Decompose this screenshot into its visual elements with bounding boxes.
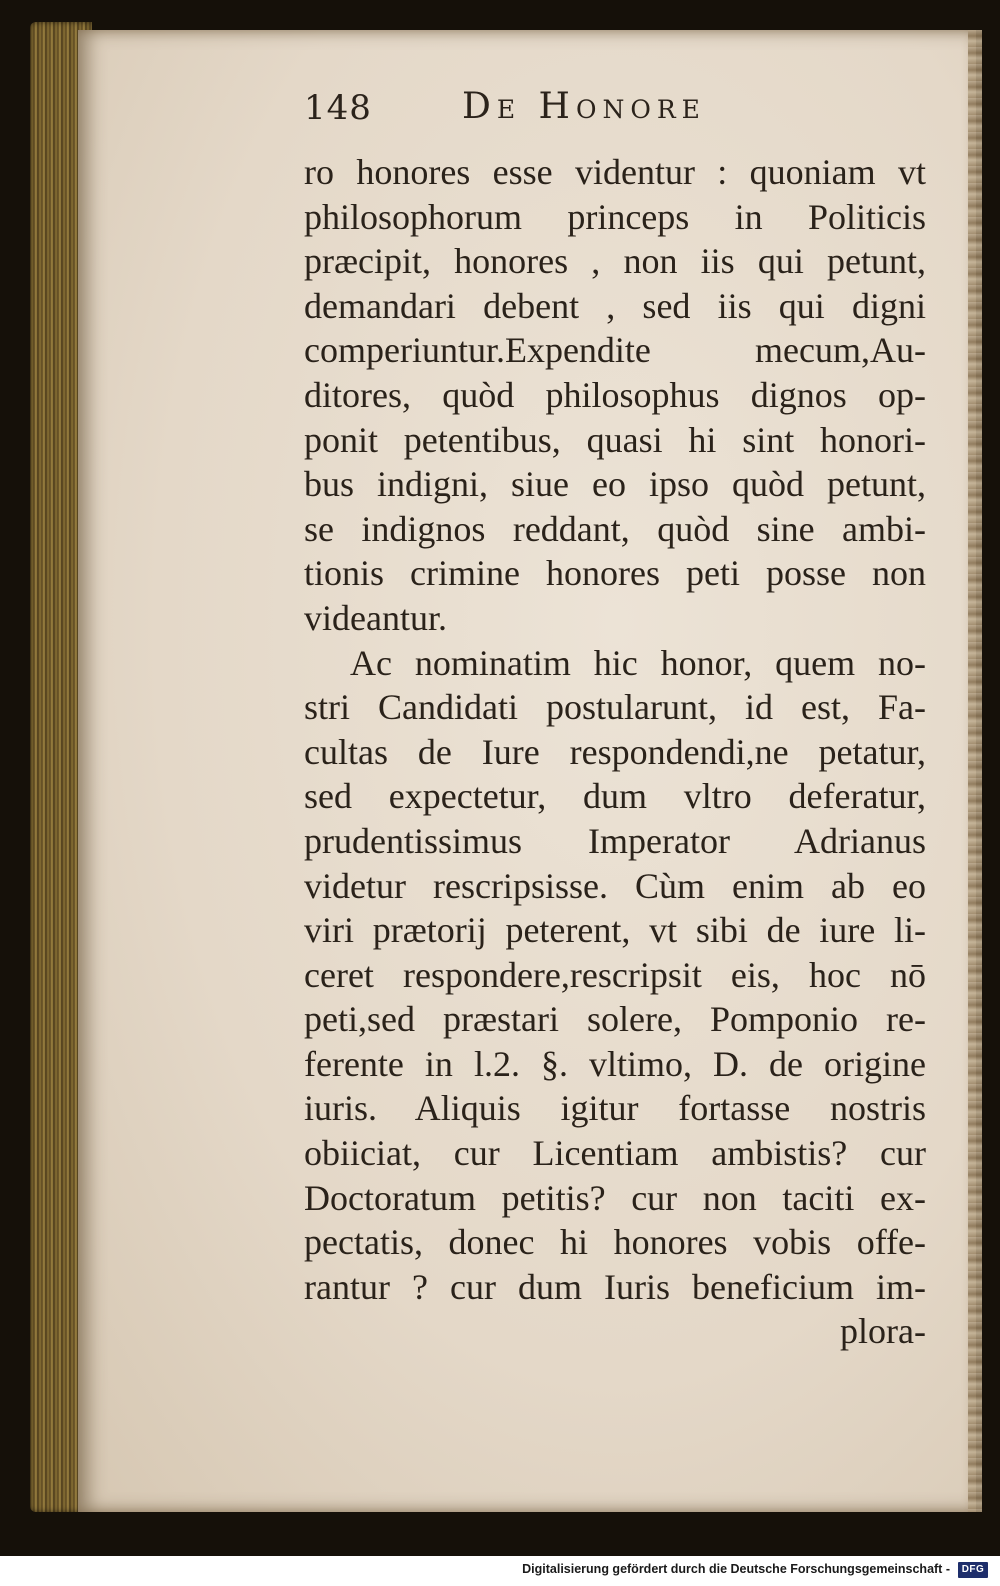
catchword: plora- (840, 1311, 926, 1352)
text-line: videtur rescripsisse. Cùm enim ab eo (304, 865, 926, 906)
text-line: videantur. (304, 597, 447, 638)
text-line: sed expectetur, dum vltro deferatur, (304, 776, 926, 817)
text-line: philosophorum princeps in Politicis (304, 196, 926, 237)
footer-bar (0, 1556, 1000, 1586)
page-number: 148 (304, 88, 372, 128)
text-line: peti,sed præstari solere, Pomponio re- (304, 999, 926, 1040)
text-line: stri Candidati postularunt, id est, Fa- (304, 687, 926, 728)
page-header (304, 88, 924, 136)
text-line: prudentissimus Imperator Adrianus (304, 820, 926, 861)
text-line: Doctoratum petitis? cur non taciti ex- (304, 1177, 926, 1218)
body-text (304, 150, 926, 1354)
running-head: De Honore (462, 86, 706, 127)
text-line: cultas de Iure respondendi,ne petatur, (304, 731, 926, 772)
text-line: tionis crimine honores peti posse non (304, 553, 926, 594)
text-line: obiiciat, cur Licentiam ambistis? cur (304, 1133, 926, 1174)
text-line: pectatis, donec hi honores vobis offe- (304, 1222, 926, 1263)
text-line: comperiuntur.Expendite mecum,Au- (304, 330, 926, 371)
funding-credit: Digitalisierung gefördert durch die Deutsche Forschungsgemeinschaft - (522, 1562, 950, 1576)
text-line: ferente in l.2. §. vltimo, D. de origine (304, 1043, 926, 1084)
text-line: ro honores esse videntur : quoniam vt (304, 152, 926, 192)
text-line: bus indigni, siue eo ipso quòd petunt, (304, 464, 926, 505)
text-line: demandari debent , sed iis qui digni (304, 285, 926, 326)
text-line: ditores, quòd philosophus dignos op- (304, 374, 926, 415)
text-line: rantur ? cur dum Iuris beneficium im- (304, 1266, 926, 1307)
dfg-logo: DFG (958, 1562, 988, 1578)
text-line: ceret respondere,rescripsit eis, hoc nō (304, 954, 926, 995)
text-line: se indignos reddant, quòd sine ambi- (304, 508, 926, 549)
text-line: viri prætorij peterent, vt sibi de iure li- (304, 910, 926, 951)
text-line: Ac nominatim hic honor, quem no- (350, 642, 926, 683)
text-line: præcipit, honores , non iis qui petunt, (304, 241, 926, 282)
text-line: iuris. Aliquis igitur fortasse nostris (304, 1088, 926, 1129)
text-line: ponit petentibus, quasi hi sint honori- (304, 419, 926, 460)
page-right-edge (968, 30, 982, 1512)
